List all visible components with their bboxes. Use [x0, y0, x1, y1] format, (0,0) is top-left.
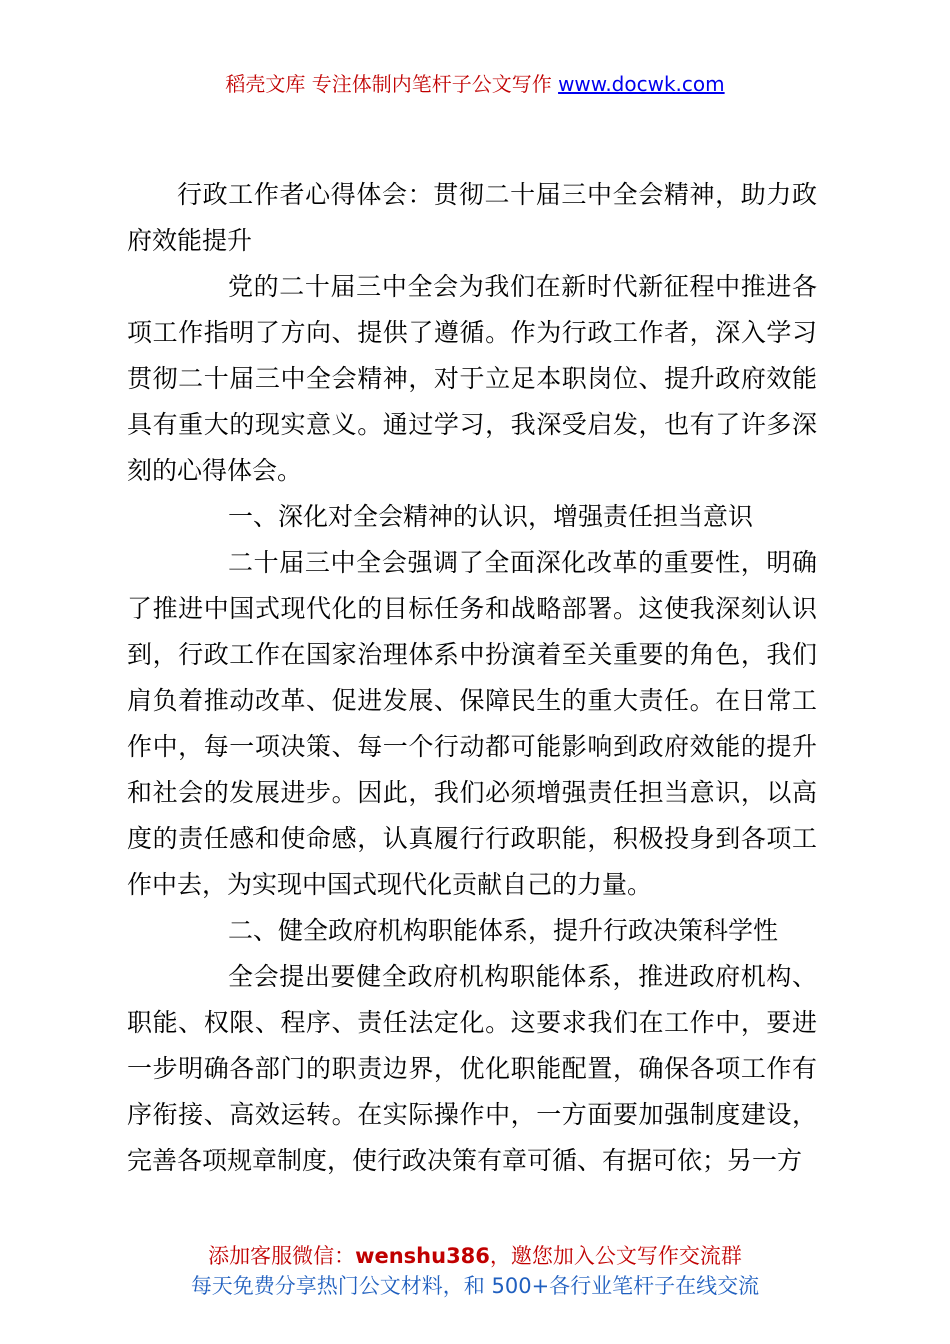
site-url-link[interactable]: www.docwk.com [558, 72, 725, 96]
paragraph-section-1: 二十届三中全会强调了全面深化改革的重要性，明确了推进中国式现代化的目标任务和战略部署。这使我深刻认识到，行政工作在国家治理体系中扮演着至关重要的角色，我们肩负着推动改革、促进发展、保障民生的重大责任。在日常工作中，每一项决策、每一个行动都可能影响到政府效能的提升和社会的发展进步。因此，我们必须增强责任担当意识，以高度的责任感和使命感，认真履行行政职能，积极投身到各项工作中去，为实现中国式现代化贡献自己的力量。 [127, 548, 817, 899]
section-heading-2: 二、健全政府机构职能体系，提升行政决策科学性 [228, 916, 779, 945]
site-header [0, 70, 950, 98]
paragraph-section-2: 全会提出要健全政府机构职能体系，推进政府机构、职能、权限、程序、责任法定化。这要求我们在工作中，要进一步明确各部门的职责边界，优化职能配置，确保各项工作有序衔接、高效运转。在实际操作中，一方面要加强制度建设，完善各项规章制度，使行政决策有章可循、有据可依；另一方 [127, 962, 817, 1175]
document-body [127, 172, 817, 1184]
paragraph-intro: 党的二十届三中全会为我们在新时代新征程中推进各项工作指明了方向、提供了遵循。作为行政工作者，深入学习贯彻二十届三中全会精神，对于立足本职岗位、提升政府效能具有重大的现实意义。通过学习，我深受启发，也有了许多深刻的心得体会。 [127, 272, 817, 485]
footer-contact-prefix: 添加客服微信： [208, 1244, 356, 1268]
footer-promo-line: 每天免费分享热门公文材料，和 500+各行业笔杆子在线交流 [190, 1274, 760, 1298]
wechat-id: wenshu386 [355, 1244, 490, 1268]
footer-contact-suffix: ，邀您加入公文写作交流群 [489, 1244, 742, 1268]
site-name: 稻壳文库 专注体制内笔杆子公文写作 [225, 72, 559, 96]
section-heading-1: 一、深化对全会精神的认识，增强责任担当意识 [228, 502, 754, 531]
footer-contact-line [0, 1242, 950, 1270]
document-title: 行政工作者心得体会：贯彻二十届三中全会精神，助力政府效能提升 [127, 180, 817, 255]
